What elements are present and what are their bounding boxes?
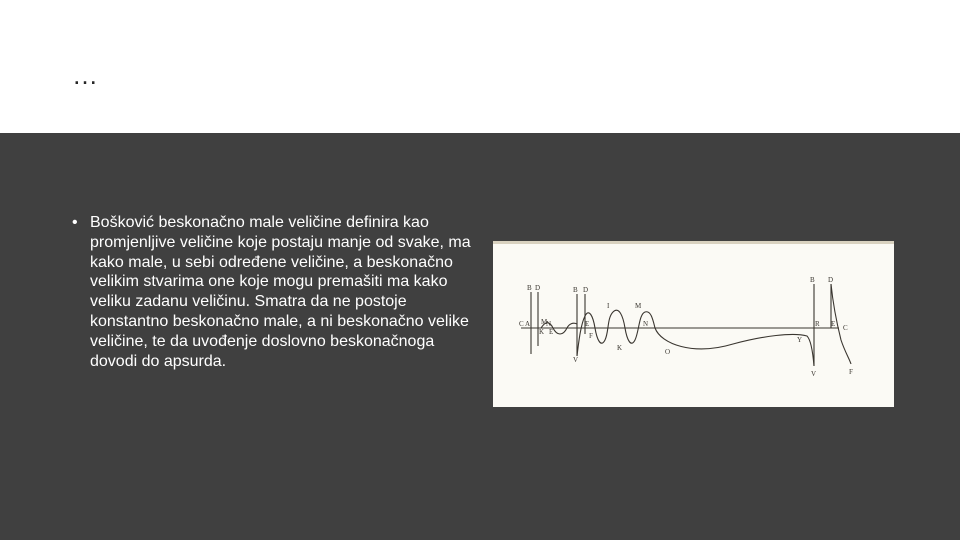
fig-label: A bbox=[525, 320, 531, 328]
fig-label: E bbox=[831, 320, 836, 328]
fig-label: R bbox=[815, 320, 820, 328]
curve-main bbox=[577, 310, 814, 366]
fig-label: K bbox=[539, 328, 545, 336]
fig-label: D bbox=[828, 276, 834, 284]
fig-label: F bbox=[849, 368, 853, 376]
fig-label: B bbox=[527, 284, 532, 292]
fig-label: O bbox=[665, 348, 671, 356]
fig-label: C bbox=[843, 324, 848, 332]
fig-label: N bbox=[546, 320, 552, 328]
slide-title: … bbox=[72, 60, 99, 90]
fig-label: V bbox=[811, 370, 817, 378]
fig-label: N bbox=[643, 320, 649, 328]
bullet-list bbox=[72, 213, 472, 371]
title-band bbox=[0, 0, 960, 133]
boscovich-curve-figure bbox=[493, 244, 894, 407]
content-band bbox=[0, 133, 960, 540]
fig-label: K bbox=[617, 344, 623, 352]
fig-label: M bbox=[635, 302, 642, 310]
fig-label: E bbox=[549, 328, 554, 336]
boscovich-curve-drawing bbox=[493, 244, 894, 407]
fig-label: M bbox=[541, 318, 548, 326]
fig-label: Y bbox=[797, 336, 803, 344]
bullet-item bbox=[72, 213, 472, 371]
fig-label: E bbox=[585, 320, 590, 328]
bullet-text: Bošković beskonačno male veličine definira kao promjenljive veličine koje postaju manje od svake, ma kako male, u sebi određene veličine, a beskonačno velikim stvarima one koje mogu premašiti ma kako veliku zadanu veličinu. Smatra da ne postoje konstantno beskonačno male, a ni beskonačno velike veličine, te da uvođenje doslovno beskonačnoga dovodi do apsurda. bbox=[90, 214, 471, 370]
fig-label: B bbox=[810, 276, 815, 284]
fig-label: B bbox=[573, 286, 578, 294]
fig-label: I bbox=[607, 302, 610, 310]
fig-label: D bbox=[583, 286, 589, 294]
bullet-dot: • bbox=[72, 214, 78, 231]
fig-label: V bbox=[573, 356, 579, 364]
fig-label: D bbox=[535, 284, 541, 292]
fig-label: C bbox=[519, 320, 524, 328]
fig-label: F bbox=[589, 332, 593, 340]
